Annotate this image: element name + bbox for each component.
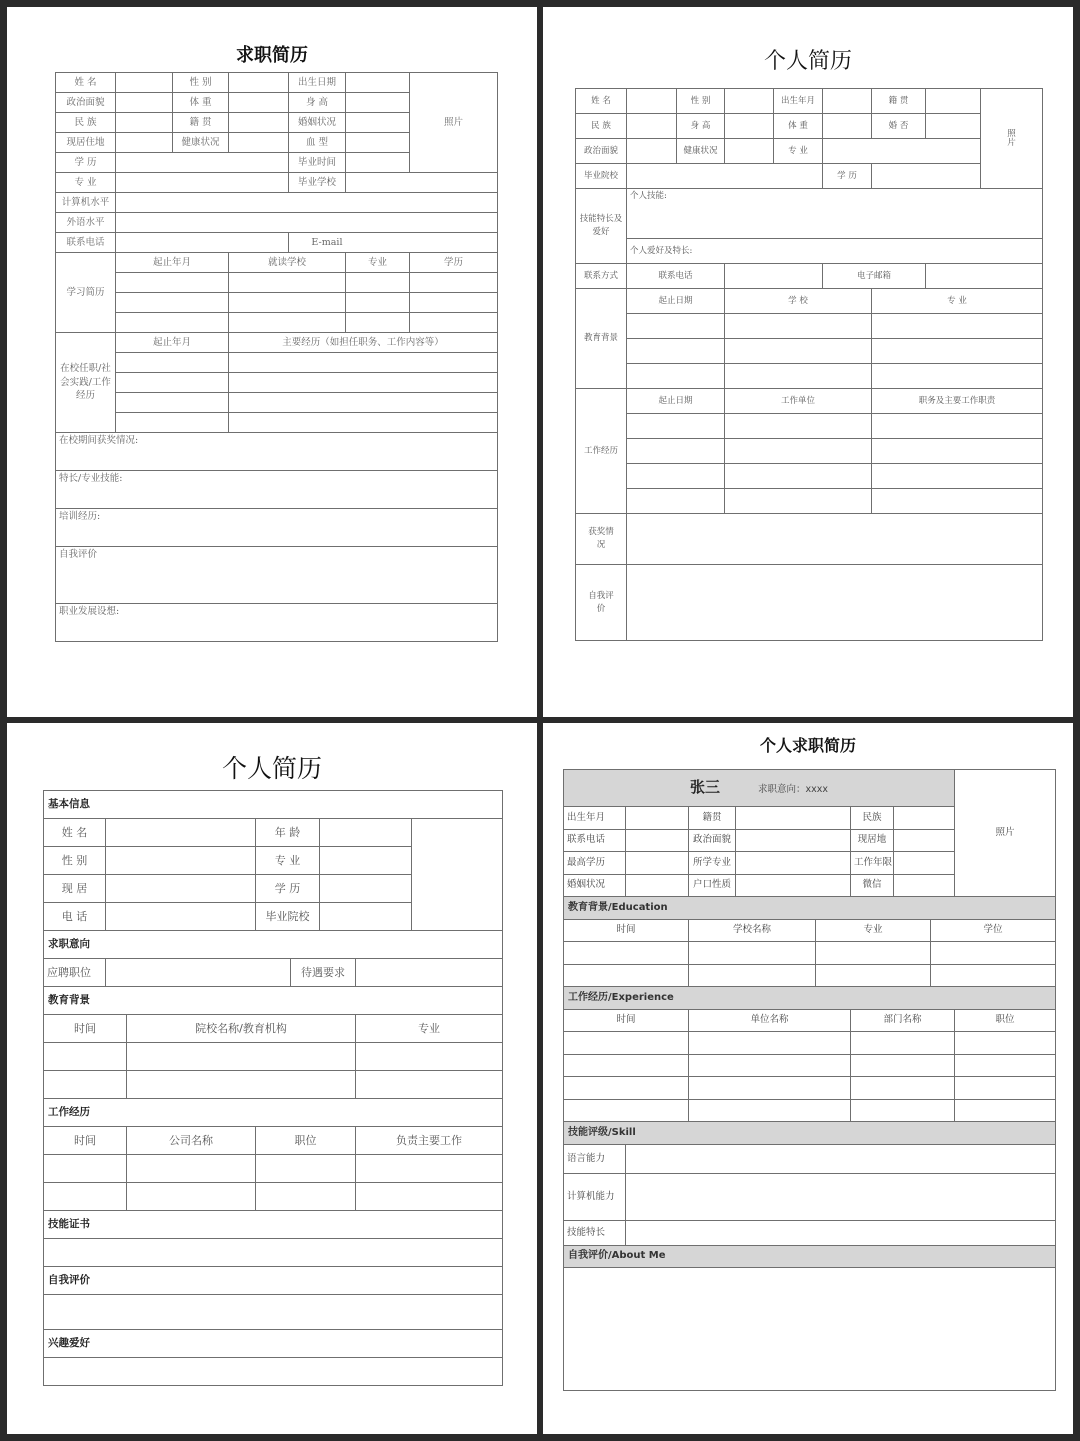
resume-table [575,88,1043,641]
photo-box[interactable]: 照片 [955,770,1056,897]
work-header-position: 职位 [955,1009,1056,1032]
work-cell[interactable] [127,1155,256,1183]
edu-header-period: 起止日期 [627,289,725,314]
resume-template-4 [543,723,1073,1434]
name-label: 姓 名 [44,819,106,847]
phone-field[interactable] [106,903,256,931]
phone-field[interactable] [116,233,289,253]
work-header-department: 部门名称 [851,1009,955,1032]
wechat-label: 微信 [851,874,894,897]
hukou-field[interactable] [736,874,851,897]
marital-label: 婚姻状况 [564,874,626,897]
talent-label: 技能特长 [564,1220,626,1245]
education-label: 学 历 [256,875,320,903]
edu-header-time: 时间 [564,919,689,942]
ethnicity-field[interactable] [116,113,173,133]
edu-header-major: 专业 [816,919,931,942]
edu-cell[interactable] [872,314,1043,339]
major-label: 专 业 [56,173,116,193]
cert-field[interactable] [44,1239,503,1267]
age-field[interactable] [320,819,412,847]
resume-template-1 [7,7,537,717]
practice-cell[interactable] [229,413,498,433]
edu-cell[interactable] [356,1043,503,1071]
major-label: 所学专业 [689,852,736,875]
work-cell[interactable] [851,1054,955,1077]
residence-field[interactable] [894,829,955,852]
marital-field[interactable] [346,113,410,133]
practice-cell[interactable] [116,353,229,373]
personal-skills-field[interactable]: 个人技能: [627,189,1043,239]
edu-header-degree: 学位 [931,919,1056,942]
edu-cell[interactable] [725,364,872,389]
work-cell[interactable] [725,414,872,439]
email-label: E-mail [289,233,346,253]
politics-field[interactable] [116,93,173,113]
work-cell[interactable] [564,1099,689,1122]
health-label: 健康状况 [677,139,725,164]
health-label: 健康状况 [173,133,229,153]
study-cell[interactable] [116,293,229,313]
phone-label: 电 话 [44,903,106,931]
work-cell[interactable] [127,1183,256,1211]
edu-cell[interactable] [356,1071,503,1099]
self-eval-field[interactable] [44,1295,503,1330]
resume-table [55,72,498,642]
grad-school-label: 毕业学校 [289,173,346,193]
work-cell[interactable] [689,1032,851,1055]
work-cell[interactable] [725,439,872,464]
practice-header-experience: 主要经历（如担任职务、工作内容等） [229,333,498,353]
self-eval-section[interactable]: 自我评价 [56,547,498,604]
marital-label: 婚姻状况 [289,113,346,133]
ethnicity-field[interactable] [627,114,677,139]
work-cell[interactable] [356,1183,503,1211]
resume-template-2 [543,7,1073,717]
phone-label: 联系电话 [627,264,725,289]
gender-field[interactable] [725,89,774,114]
birth-field[interactable] [626,807,689,830]
birth-label: 出生年月 [774,89,823,114]
edu-cell[interactable] [931,964,1056,987]
gender-label: 性 别 [44,847,106,875]
study-cell[interactable] [229,273,346,293]
ethnicity-label: 民 族 [576,114,627,139]
residence-field[interactable] [116,133,173,153]
hukou-label: 户口性质 [689,874,736,897]
edu-header-school: 学 校 [725,289,872,314]
years-field[interactable] [894,852,955,875]
work-cell[interactable] [564,1077,689,1100]
work-header-duties: 负责主要工作 [356,1127,503,1155]
age-label: 年 龄 [256,819,320,847]
politics-label: 政治面貌 [576,139,627,164]
work-label: 工作经历 [576,389,627,514]
work-cell[interactable] [872,464,1043,489]
practice-cell[interactable] [229,373,498,393]
position-field[interactable] [106,959,291,987]
edu-section-title: 教育背景/Education [564,897,1056,920]
practice-header-period: 起止年月 [116,333,229,353]
major-field[interactable] [320,847,412,875]
intent-section-title: 求职意向 [44,931,503,959]
edu-cell[interactable] [44,1071,127,1099]
edu-header-school: 学校名称 [689,919,816,942]
birth-label: 出生年月 [564,807,626,830]
talent-field[interactable] [626,1220,1056,1245]
study-header-period: 起止年月 [116,253,229,273]
self-eval-label: 自我评价 [576,565,627,641]
work-cell[interactable] [872,489,1043,514]
photo-box[interactable]: 照片 [410,73,498,173]
name-label: 姓 名 [56,73,116,93]
computer-label: 计算机水平 [56,193,116,213]
work-cell[interactable] [564,1032,689,1055]
practice-cell[interactable] [116,413,229,433]
work-cell[interactable] [256,1155,356,1183]
edu-header-major: 专 业 [872,289,1043,314]
language-field[interactable] [116,213,498,233]
edu-cell[interactable] [689,942,816,965]
study-cell[interactable] [410,273,498,293]
name-label: 姓 名 [576,89,627,114]
work-cell[interactable] [725,489,872,514]
origin-field[interactable] [229,113,289,133]
work-cell[interactable] [44,1155,127,1183]
work-header-company: 公司名称 [127,1127,256,1155]
edu-cell[interactable] [872,339,1043,364]
name-field[interactable] [627,89,677,114]
awards-label: 获奖情况 [576,514,627,565]
work-header-time: 时间 [44,1127,127,1155]
origin-label: 籍贯 [689,807,736,830]
gender-field[interactable] [229,73,289,93]
politics-field[interactable] [736,829,851,852]
edu-cell[interactable] [627,364,725,389]
marital-field[interactable] [926,114,981,139]
wechat-field[interactable] [894,874,955,897]
name-field[interactable] [116,73,173,93]
edu-header-time: 时间 [44,1015,127,1043]
major-label: 专 业 [774,139,823,164]
work-cell[interactable] [872,414,1043,439]
work-cell[interactable] [955,1054,1056,1077]
school-label: 毕业院校 [256,903,320,931]
height-field[interactable] [725,114,774,139]
skill-section-title: 技能评级/Skill [564,1122,1056,1145]
gender-field[interactable] [106,847,256,875]
work-cell[interactable] [627,439,725,464]
years-label: 工作年限 [851,852,894,875]
origin-label: 籍 贯 [872,89,926,114]
edu-cell[interactable] [931,942,1056,965]
gender-label: 性 别 [677,89,725,114]
weight-field[interactable] [823,114,872,139]
edu-cell[interactable] [627,339,725,364]
work-header-duties: 职务及主要工作职责 [872,389,1043,414]
work-cell[interactable] [44,1183,127,1211]
training-section[interactable]: 培训经历: [56,509,498,547]
politics-label: 政治面貌 [689,829,736,852]
lang-label: 语言能力 [564,1144,626,1173]
weight-label: 体 重 [173,93,229,113]
marital-field[interactable] [626,874,689,897]
degree-field[interactable] [626,852,689,875]
study-cell[interactable] [346,273,410,293]
major-field[interactable] [736,852,851,875]
salary-label: 待遇要求 [291,959,356,987]
study-cell[interactable] [229,313,346,333]
blood-label: 血 型 [289,133,346,153]
resume-table [563,769,1056,1391]
study-cell[interactable] [410,313,498,333]
page-title: 个人求职简历 [759,736,856,755]
resume-template-3 [7,723,537,1434]
email-label: 电子邮箱 [823,264,926,289]
edu-cell[interactable] [127,1071,356,1099]
birth-field[interactable] [346,73,410,93]
lang-field[interactable] [626,1144,1056,1173]
study-cell[interactable] [229,293,346,313]
education-field[interactable] [116,153,289,173]
origin-label: 籍 贯 [173,113,229,133]
phone-label: 联系电话 [56,233,116,253]
ethnicity-field[interactable] [894,807,955,830]
height-label: 身 高 [677,114,725,139]
major-label: 专 业 [256,847,320,875]
politics-label: 政治面貌 [56,93,116,113]
weight-label: 体 重 [774,114,823,139]
work-cell[interactable] [955,1077,1056,1100]
grad-time-field[interactable] [346,153,410,173]
skills-section[interactable]: 特长/专业技能: [56,471,498,509]
education-label: 学 历 [56,153,116,173]
computer-label: 计算机能力 [564,1173,626,1220]
residence-field[interactable] [106,875,256,903]
phone-label: 联系电话 [564,829,626,852]
awards-section[interactable]: 在校期间获奖情况: [56,433,498,471]
header-banner [564,770,955,807]
name-field[interactable] [106,819,256,847]
candidate-name: 张三 [690,778,721,797]
edu-cell[interactable] [725,314,872,339]
work-header-position: 职位 [256,1127,356,1155]
work-cell[interactable] [356,1155,503,1183]
edu-label: 教育背景 [576,289,627,389]
education-label: 学 历 [823,164,872,189]
edu-cell[interactable] [725,339,872,364]
email-field[interactable] [346,233,498,253]
skills-label: 技能特长及爱好 [576,189,627,264]
education-field[interactable] [320,875,412,903]
degree-label: 最高学历 [564,852,626,875]
work-cell[interactable] [725,464,872,489]
hobby-field[interactable] [44,1358,503,1386]
career-section[interactable]: 职业发展设想: [56,604,498,642]
job-intent: 求职意向：xxxx [758,784,829,796]
practice-label: 在校任职/社会实践/工作经历 [56,333,116,433]
language-label: 外语水平 [56,213,116,233]
work-cell[interactable] [689,1077,851,1100]
edu-cell[interactable] [564,964,689,987]
photo-box[interactable] [412,819,503,931]
resume-table [43,790,503,1386]
study-cell[interactable] [346,313,410,333]
work-cell[interactable] [851,1077,955,1100]
work-cell[interactable] [851,1032,955,1055]
health-field[interactable] [725,139,774,164]
work-cell[interactable] [689,1099,851,1122]
work-header-employer: 单位名称 [689,1009,851,1032]
ethnicity-label: 民族 [851,807,894,830]
edu-cell[interactable] [44,1043,127,1071]
work-cell[interactable] [872,439,1043,464]
study-cell[interactable] [116,273,229,293]
edu-header-school: 院校名称/教育机构 [127,1015,356,1043]
residence-label: 现居地 [851,829,894,852]
work-section-title: 工作经历/Experience [564,987,1056,1010]
school-label: 毕业院校 [576,164,627,189]
birth-field[interactable] [823,89,872,114]
school-field[interactable] [320,903,412,931]
computer-field[interactable] [116,193,498,213]
contact-label: 联系方式 [576,264,627,289]
edu-cell[interactable] [816,942,931,965]
edu-section-title: 教育背景 [44,987,503,1015]
page-title: 个人简历 [763,49,852,74]
study-header-major: 专业 [346,253,410,273]
about-field[interactable] [564,1268,1056,1391]
work-section-title: 工作经历 [44,1099,503,1127]
edu-cell[interactable] [564,942,689,965]
work-cell[interactable] [627,414,725,439]
practice-cell[interactable] [229,353,498,373]
edu-cell[interactable] [872,364,1043,389]
page-title: 求职简历 [236,45,308,66]
study-header-degree: 学历 [410,253,498,273]
study-cell[interactable] [116,313,229,333]
study-cell[interactable] [410,293,498,313]
work-header-period: 起止日期 [627,389,725,414]
email-field[interactable] [926,264,1043,289]
work-cell[interactable] [955,1099,1056,1122]
blood-field[interactable] [346,133,410,153]
edu-cell[interactable] [127,1043,356,1071]
school-field[interactable] [627,164,823,189]
hobby-section-title: 兴趣爱好 [44,1330,503,1358]
about-section-title: 自我评价/About Me [564,1245,1056,1268]
birth-label: 出生日期 [289,73,346,93]
photo-box[interactable]: 照片 [981,89,1043,189]
major-field[interactable] [116,173,289,193]
practice-cell[interactable] [116,373,229,393]
education-field[interactable] [872,164,981,189]
work-cell[interactable] [955,1032,1056,1055]
edu-cell[interactable] [627,314,725,339]
edu-cell[interactable] [689,964,816,987]
work-cell[interactable] [851,1099,955,1122]
work-header-time: 时间 [564,1009,689,1032]
practice-cell[interactable] [229,393,498,413]
health-field[interactable] [229,133,289,153]
gender-label: 性 别 [173,73,229,93]
salary-field[interactable] [356,959,503,987]
page-title: 个人简历 [221,754,322,783]
self-eval-section-title: 自我评价 [44,1267,503,1295]
basic-section-title: 基本信息 [44,791,503,819]
ethnicity-label: 民 族 [56,113,116,133]
work-cell[interactable] [689,1054,851,1077]
computer-field[interactable] [626,1173,1056,1220]
study-label: 学习简历 [56,253,116,333]
position-label: 应聘职位 [44,959,106,987]
work-cell[interactable] [564,1054,689,1077]
self-eval-field[interactable] [627,565,1043,641]
height-label: 身 高 [289,93,346,113]
study-header-school: 就读学校 [229,253,346,273]
height-field[interactable] [346,93,410,113]
grad-school-field[interactable] [346,173,498,193]
work-cell[interactable] [256,1183,356,1211]
work-cell[interactable] [627,464,725,489]
major-field[interactable] [823,139,981,164]
phone-field[interactable] [626,829,689,852]
phone-field[interactable] [725,264,823,289]
edu-cell[interactable] [816,964,931,987]
edu-header-major: 专业 [356,1015,503,1043]
weight-field[interactable] [229,93,289,113]
work-cell[interactable] [627,489,725,514]
origin-field[interactable] [926,89,981,114]
grad-time-label: 毕业时间 [289,153,346,173]
origin-field[interactable] [736,807,851,830]
cert-section-title: 技能证书 [44,1211,503,1239]
marital-label: 婚 否 [872,114,926,139]
work-header-employer: 工作单位 [725,389,872,414]
politics-field[interactable] [627,139,677,164]
residence-label: 现居住地 [56,133,116,153]
study-cell[interactable] [346,293,410,313]
awards-field[interactable] [627,514,1043,565]
hobbies-field[interactable]: 个人爱好及特长: [627,239,1043,264]
practice-cell[interactable] [116,393,229,413]
residence-label: 现 居 [44,875,106,903]
